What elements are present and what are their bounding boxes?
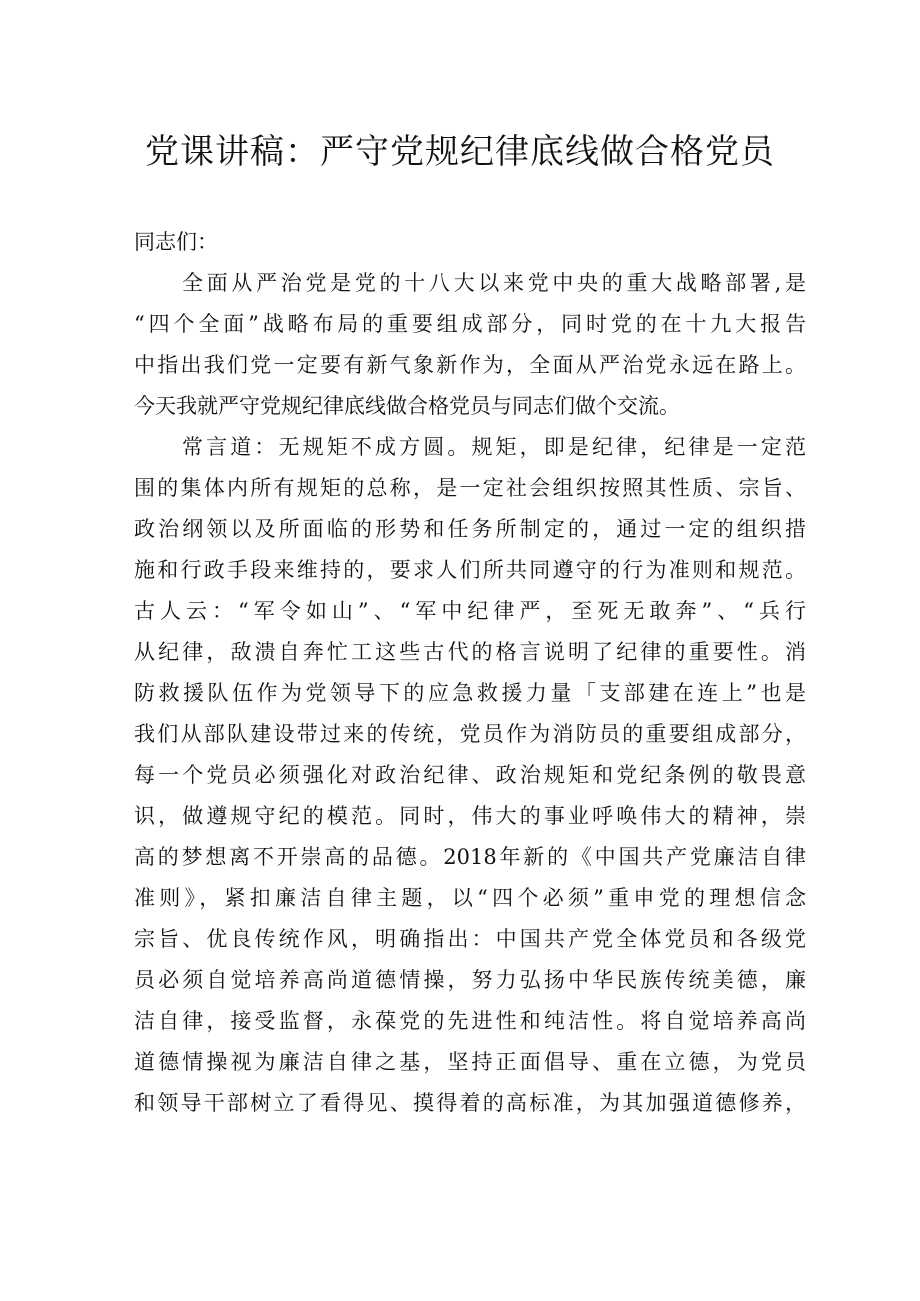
text-line: 我们从部队建设带过来的传统，党员作为消防员的重要组成部分， [134,722,806,746]
document-body [134,222,806,1124]
text-line: 从纪律，敌溃自奔忙工这些古代的格言说明了纪律的重要性。消 [134,640,806,664]
text-line: 中指出我们党一定要有新气象新作为，全面从严治党永远在路上。 [134,353,806,377]
text-line: 今天我就严守党规纪律底线做合格党员与同志们做个交流。 [134,394,680,418]
text-line: 常言道：无规矩不成方圆。规矩，即是纪律，纪律是一定范 [182,435,806,459]
text-line: 古人云：“军令如山”、“军中纪律严，至死无敢奔”、“兵行 [134,599,806,623]
text-line: “四个全面”战略布局的重要组成部分，同时党的在十九大报告 [134,312,806,336]
text-line: 道德情操视为廉洁自律之基，坚持正面倡导、重在立德，为党员 [134,1050,806,1074]
text-line: 洁自律，接受监督，永葆党的先进性和纯洁性。将自觉培养高尚 [134,1009,806,1033]
text-line: 宗旨、优良传统作风，明确指出：中国共产党全体党员和各级党 [134,927,806,951]
text-line: 防救援队伍作为党领导下的应急救援力量「支部建在连上”也是 [134,681,806,705]
text-line: 施和行政手段来维持的，要求人们所共同遵守的行为准则和规范。 [134,558,806,582]
text-line: 围的集体内所有规矩的总称，是一定社会组织按照其性质、宗旨、 [134,476,806,500]
text-line: 全面从严治党是党的十八大以来党中央的重大战略部署,是 [182,271,806,295]
salutation: 同志们： [134,230,218,254]
document-title: 党课讲稿：严守党规纪律底线做合格党员 [145,132,775,172]
text-line: 识，做遵规守纪的模范。同时，伟大的事业呼唤伟大的精神，崇 [134,804,806,828]
text-line: 和领导干部树立了看得见、摸得着的高标准，为其加强道德修养， [134,1091,806,1115]
text-line: 高的梦想离不开崇高的品德。2018年新的《中国共产党廉洁自律 [134,845,806,869]
text-line: 政治纲领以及所面临的形势和任务所制定的，通过一定的组织措 [134,517,806,541]
text-line: 员必须自觉培养高尚道德情操，努力弘扬中华民族传统美德，廉 [134,968,806,992]
text-line: 准则》，紧扣廉洁自律主题，以“四个必须”重申党的理想信念 [134,886,806,910]
text-line: 每一个党员必须强化对政治纪律、政治规矩和党纪条例的敬畏意 [134,763,806,787]
